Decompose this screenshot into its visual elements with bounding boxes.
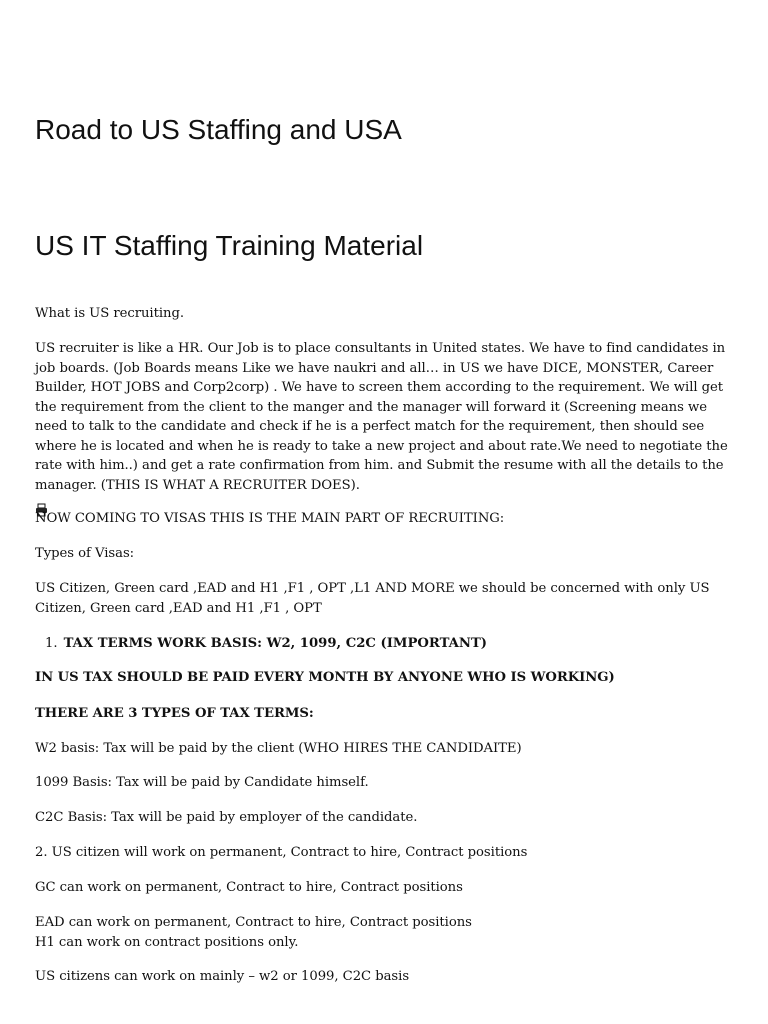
- document-title: Road to US Staffing and USA: [35, 114, 402, 145]
- c2c-basis-line: C2C Basis: Tax will be paid by employer of the candidate.: [35, 810, 418, 825]
- ead-h1-paragraph: [35, 913, 725, 952]
- document-subtitle: US IT Staffing Training Material: [35, 230, 424, 261]
- tax-paid-line: IN US TAX SHOULD BE PAID EVERY MONTH BY ANYONE WHO IS WORKING): [35, 670, 615, 685]
- intro-line: job boards. (Job Boards means Like we have naukri and all… in US we have DICE, MONSTER, Career: [35, 360, 714, 376]
- h1-positions-line: H1 can work on contract positions only.: [35, 934, 299, 950]
- gc-positions-line: GC can work on permanent, Contract to hire, Contract positions: [35, 880, 463, 895]
- types-of-visas: Types of Visas:: [35, 546, 135, 561]
- basis-1099-line: 1099 Basis: Tax will be paid by Candidate himself.: [35, 775, 369, 790]
- intro-line: need to talk to the candidate and check if he is a perfect match for the requirement, then should see: [35, 419, 705, 434]
- uscitizen-positions-line: 2. US citizen will work on permanent, Contract to hire, Contract positions: [35, 845, 528, 860]
- list-marker: 1.: [45, 636, 58, 651]
- intro-line: US recruiter is like a HR. Our Job is to place consultants in United states. We have to find candidates in: [35, 341, 726, 356]
- intro-line: manager. (THIS IS WHAT A RECRUITER DOES).: [35, 477, 360, 493]
- intro-line: where he is located and when he is ready to take a new project and about rate.We need to negotiate the: [35, 438, 728, 454]
- intro-line: the requirement from the client to the manger and the manager will forward it (Screening means we: [35, 399, 707, 415]
- visa-line: Citizen, Green card ,EAD and H1 ,F1 , OPT: [35, 600, 322, 616]
- question-line: What is US recruiting.: [35, 306, 184, 321]
- list-item-tax-terms: [45, 634, 487, 654]
- ead-positions-line: EAD can work on permanent, Contract to hire, Contract positions: [35, 915, 472, 930]
- visa-paragraph: [35, 579, 725, 618]
- tax-terms-text: TAX TERMS WORK BASIS: W2, 1099, C2C (IMPORTANT): [63, 636, 488, 651]
- uscitizens-basis-line: US citizens can work on mainly – w2 or 1099, C2C basis: [35, 969, 410, 984]
- visa-line: US Citizen, Green card ,EAD and H1 ,F1 , OPT ,L1 AND MORE we should be concerned with only US: [35, 581, 710, 596]
- intro-paragraph: [35, 339, 728, 495]
- intro-line: rate with him..) and get a rate confirmation from him. and Submit the resume with all the details to the: [35, 458, 724, 473]
- w2-basis-line: W2 basis: Tax will be paid by the client (WHO HIRES THE CANDIDAITE): [35, 741, 522, 756]
- intro-line: Builder, HOT JOBS and Corp2corp) . We have to screen them according to the requirement. We will get: [35, 380, 724, 395]
- three-types-line: THERE ARE 3 TYPES OF TAX TERMS:: [35, 706, 314, 721]
- visas-heading: NOW COMING TO VISAS THIS IS THE MAIN PART OF RECRUITING:: [35, 511, 505, 526]
